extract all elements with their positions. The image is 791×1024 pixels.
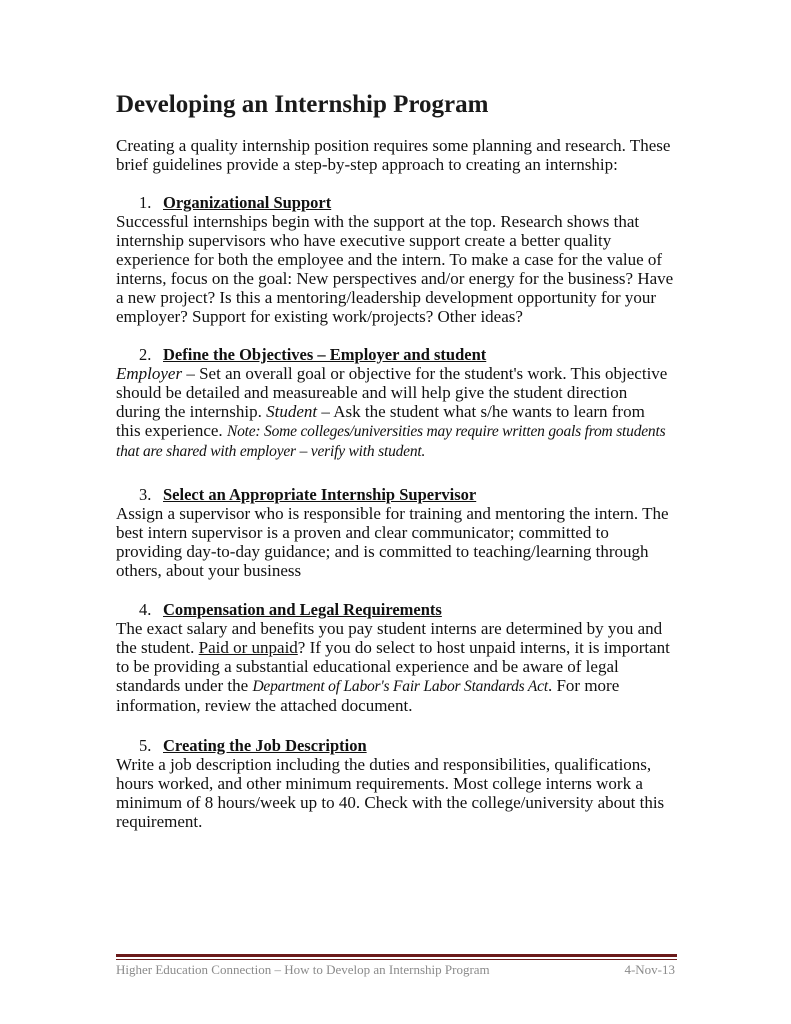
footer-rule-thin [116,959,677,960]
text-span: others, about your business [116,561,302,580]
text-line [116,212,673,231]
text-span: – Set an overall goal or objective for the student's work. This objective [182,364,668,383]
section-number: 4. [139,600,152,619]
text-line [116,523,669,542]
section-body [116,755,664,831]
intro-paragraph [116,136,670,174]
text-line [116,269,673,288]
text-span: Creating a quality internship position requires some planning and research. These [116,136,671,155]
text-line [116,657,670,676]
section-heading-label: Creating the Job Description [163,736,367,755]
text-line [116,774,664,793]
section-heading [139,736,367,756]
text-span: best intern supervisor is a proven and clear communicator; committed to [116,523,609,542]
text-span: this experience. [116,421,227,440]
text-line [116,542,669,561]
text-line [116,136,670,155]
text-line [116,155,670,174]
text-line [116,619,670,638]
text-span: internship supervisors who have executive support create a better quality [116,231,612,250]
text-line [116,504,669,523]
section-heading [139,345,486,365]
text-span: Student [266,402,318,421]
section-heading-label: Organizational Support [163,193,332,212]
text-line [116,755,664,774]
text-span: to be providing a substantial educational experience and be aware of legal [116,657,619,676]
text-line [116,441,667,461]
text-line [116,288,673,307]
text-span: minimum of 8 hours/week up to 40. Check with the college/university about this [116,793,665,812]
section-heading-label: Select an Appropriate Internship Supervisor [163,485,477,504]
text-span: Note: Some colleges/universities may require written goals from students [226,423,666,440]
footer-date: 4-Nov-13 [624,962,675,977]
section-body [116,619,670,715]
text-line [116,231,673,250]
footer-title: Higher Education Connection – How to Develop an Internship Program [116,962,490,977]
text-span: standards under the [116,676,253,695]
text-line [116,696,670,715]
text-span: The exact salary and benefits you pay student interns are determined by you and [116,619,663,638]
text-span: brief guidelines provide a step-by-step approach to creating an internship: [116,155,618,174]
section-heading [139,193,331,213]
text-span: requirement. [116,812,203,831]
footer-rule-thick [116,954,677,957]
text-span: Write a job description including the duties and responsibilities, qualifications, [116,755,652,774]
section-heading-label: Compensation and Legal Requirements [163,600,442,619]
section-heading-label: Define the Objectives – Employer and student [163,345,487,364]
text-line [116,383,667,402]
section-number: 2. [139,345,152,364]
text-span: interns, focus on the goal: New perspectives and/or energy for the business? Have [116,269,674,288]
text-span: should be detailed and measureable and will help give the student direction [116,383,628,402]
text-span: during the internship. [116,402,267,421]
text-line [116,812,664,831]
text-span: Employer [116,364,183,383]
section-body [116,364,667,461]
section-heading [139,485,476,505]
text-line [116,307,673,326]
text-line [116,638,670,657]
text-line [116,364,667,383]
text-span: Department of Labor's Fair Labor Standards Act [252,678,548,695]
page-title: Developing an Internship Program [116,91,489,118]
text-span: . For more [547,676,620,695]
text-line [116,561,669,580]
section-number: 5. [139,736,152,755]
text-span: hours worked, and other minimum requirements. Most college interns work a [116,774,643,793]
text-line [116,676,670,696]
text-span: information, review the attached document. [116,696,413,715]
text-span: the student. [116,638,199,657]
section-number: 3. [139,485,152,504]
text-line [116,793,664,812]
text-span: experience for both the employee and the intern. To make a case for the value of [116,250,663,269]
section-number: 1. [139,193,152,212]
section-heading [139,600,442,620]
section-body [116,212,673,326]
text-span: Successful internships begin with the support at the top. Research shows that [116,212,640,231]
text-span: providing day-to-day guidance; and is committed to teaching/learning through [116,542,649,561]
link-text: Paid or unpaid [198,638,298,657]
text-line [116,421,667,441]
text-span: that are shared with employer – verify with student. [116,443,426,460]
text-span: a new project? Is this a mentoring/leadership development opportunity for your [116,288,657,307]
text-span: ? If you do select to host unpaid interns, it is important [297,638,670,657]
text-line [116,402,667,421]
text-span: – Ask the student what s/he wants to learn from [317,402,645,421]
text-line [116,250,673,269]
text-span: Assign a supervisor who is responsible for training and mentoring the intern. The [116,504,669,523]
section-body [116,504,669,580]
text-span: employer? Support for existing work/projects? Other ideas? [116,307,523,326]
